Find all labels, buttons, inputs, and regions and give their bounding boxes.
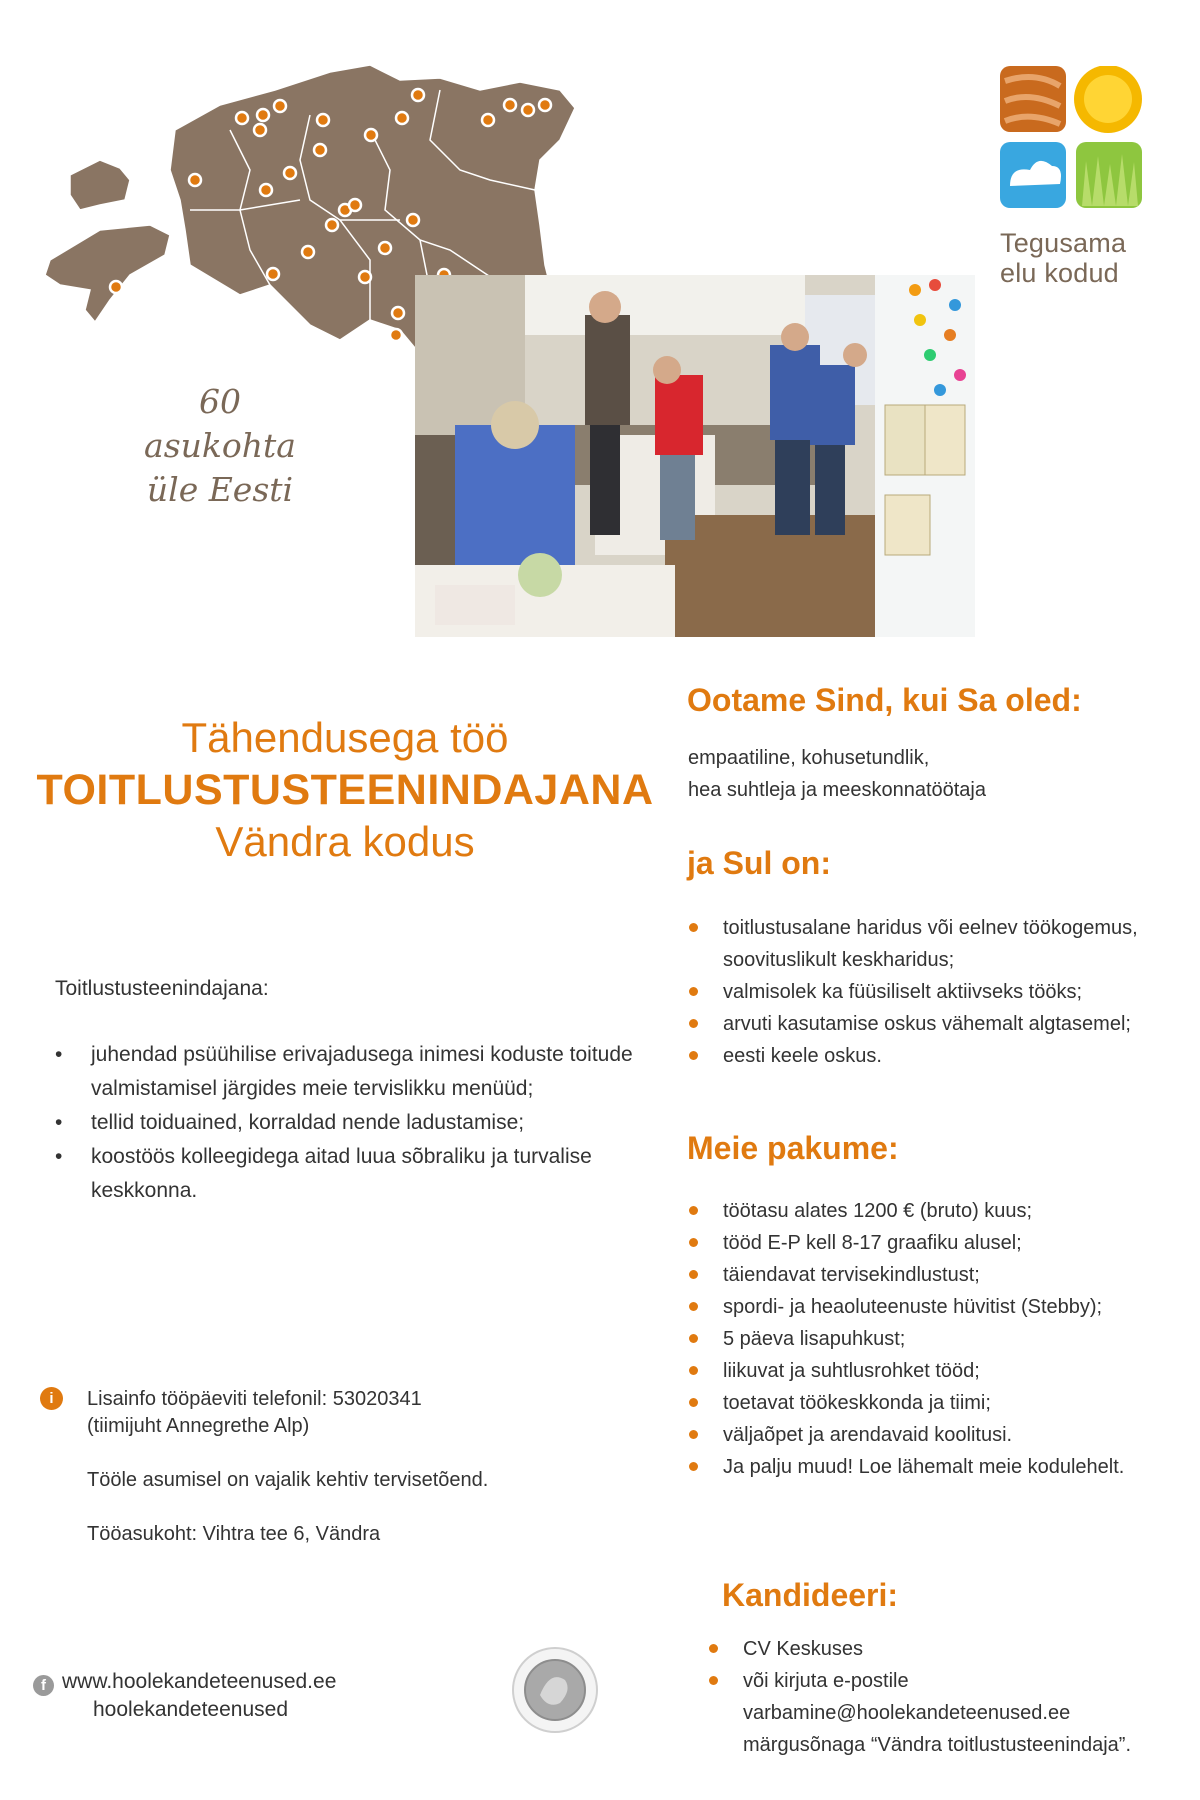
apply-email-address[interactable]: varbamine@hoolekandeteenused.ee — [743, 1702, 1071, 1724]
list-item: Ja palju muud! Loe lähemalt meie kodulehelt. — [687, 1451, 1177, 1483]
list-item: 5 päeva lisapuhkust; — [687, 1323, 1177, 1355]
info-icon: i — [40, 1387, 63, 1410]
list-item: • koostöös kolleegidega aitad luua sõbraliku ja turvalise keskkonna. — [55, 1140, 645, 1208]
map-tagline — [140, 380, 300, 512]
logo-line: Tegusama — [1000, 228, 1127, 258]
apply-cv-keskus[interactable]: CV Keskuses — [707, 1633, 1197, 1665]
apply-email-subject: märgusõnaga “Vändra toitlustusteenindaja”. — [743, 1734, 1132, 1756]
apply-list — [707, 1633, 1197, 1761]
map-tagline-line: üle Eesti — [146, 470, 294, 509]
apply-email-intro: või kirjuta e-postile — [743, 1670, 909, 1692]
work-location: Tööasukoht: Vihtra tee 6, Vändra — [87, 1523, 381, 1545]
list-item: • tellid toiduained, korraldad nende ladustamise; — [55, 1106, 645, 1140]
apply-title: Kandideeri: — [722, 1577, 899, 1613]
list-item: spordi- ja heaoluteenuste hüvitist (Stebby); — [687, 1291, 1177, 1323]
requirements-line: empaatiline, kohusetundlik, — [688, 747, 930, 769]
apply-email — [707, 1665, 1197, 1761]
contact-person: (tiimijuht Annegrethe Alp) — [87, 1415, 310, 1437]
seal-logo — [510, 1645, 600, 1735]
contact-info — [87, 1386, 422, 1440]
seal-icon — [510, 1645, 600, 1735]
health-requirement: Tööle asumisel on vajalik kehtiv tervisetõend. — [87, 1469, 489, 1491]
list-item: • juhendad psüühilise erivajadusega inimesi koduste toitude valmistamisel järgides meie tervislikku menüüd; — [55, 1038, 645, 1106]
list-item: täiendavat tervisekindlustust; — [687, 1259, 1177, 1291]
duties-list — [55, 1038, 645, 1208]
job-title-line1: Tähendusega töö — [181, 714, 509, 761]
list-item: tööd E-P kell 8-17 graafiku alusel; — [687, 1227, 1177, 1259]
skills-list — [687, 912, 1157, 1072]
list-item: toetavat töökeskkonda ja tiimi; — [687, 1387, 1177, 1419]
offer-title: Meie pakume: — [687, 1130, 899, 1166]
map-tagline-line: asukohta — [144, 426, 296, 465]
requirements-title: Ootame Sind, kui Sa oled: — [687, 682, 1082, 718]
contact-phone: Lisainfo tööpäeviti telefonil: 53020341 — [87, 1388, 422, 1410]
kitchen-photo-graphic — [415, 275, 975, 637]
facebook-icon[interactable]: f — [33, 1675, 54, 1696]
requirements-line: hea suhtleja ja meeskonnatöötaja — [688, 779, 986, 801]
map-tagline-line: 60 — [199, 382, 241, 421]
website-link[interactable]: www.hoolekandeteenused.ee — [62, 1670, 337, 1693]
requirements-text — [688, 742, 986, 806]
kodu-logo-icon — [1000, 66, 1145, 211]
logo-line: elu kodud — [1000, 258, 1119, 288]
kodu-logo — [1000, 66, 1145, 288]
list-item: valmisolek ka füüsiliselt aktiivseks tööks; — [687, 976, 1157, 1008]
facebook-link[interactable]: hoolekandeteenused — [93, 1698, 289, 1721]
job-title-line3: Vändra kodus — [215, 818, 475, 865]
list-item: väljaõpet ja arendavaid koolitusi. — [687, 1419, 1177, 1451]
list-item: arvuti kasutamise oskus vähemalt algtasemel; — [687, 1008, 1157, 1040]
skills-title: ja Sul on: — [687, 845, 831, 881]
list-item: toitlustusalane haridus või eelnev töökogemus, soovituslikult keskharidus; — [687, 912, 1157, 976]
list-item: liikuvat ja suhtlusrohket tööd; — [687, 1355, 1177, 1387]
list-item: töötasu alates 1200 € (bruto) kuus; — [687, 1195, 1177, 1227]
job-title — [20, 712, 670, 868]
kitchen-photo — [415, 275, 975, 637]
offer-list — [687, 1195, 1177, 1483]
logo-tagline — [1000, 228, 1145, 288]
job-title-position: TOITLUSTUSTEENINDAJANA — [36, 766, 654, 814]
duties-title: Toitlustusteenindajana: — [55, 977, 269, 1000]
list-item: eesti keele oskus. — [687, 1040, 1157, 1072]
